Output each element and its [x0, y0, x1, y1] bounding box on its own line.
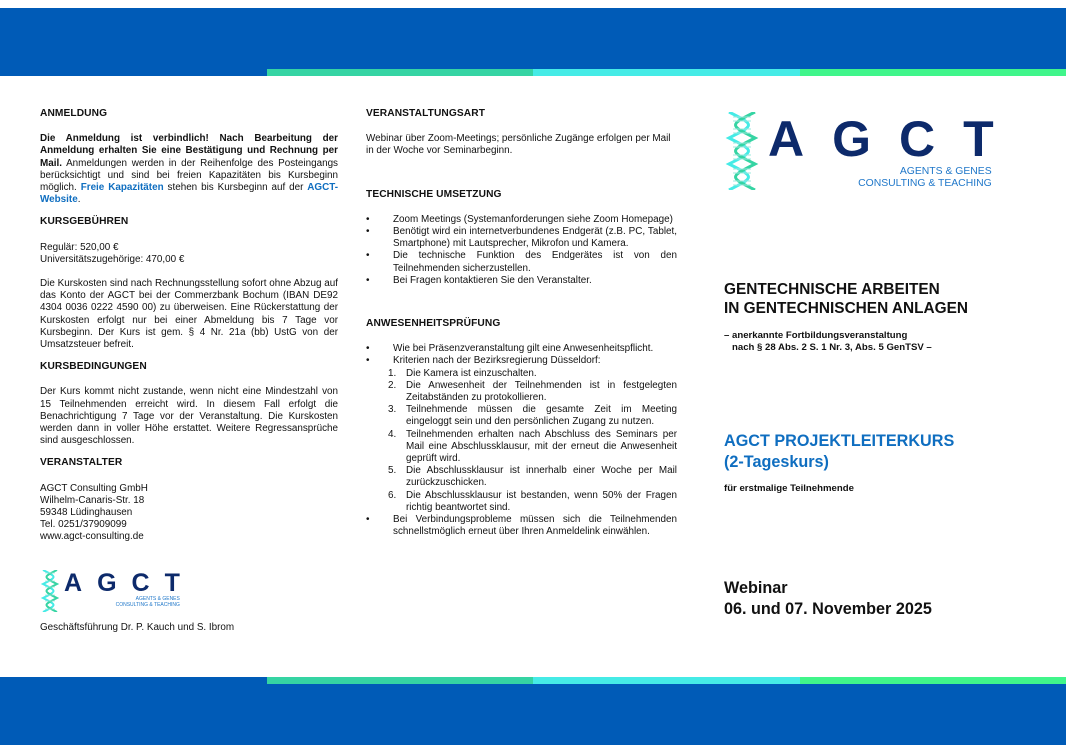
criteria-number: 4.: [388, 428, 397, 440]
criteria-number: 2.: [388, 379, 397, 391]
subtitle-line-2: nach § 28 Abs. 2 S. 1 Nr. 3, Abs. 5 GenTSV –: [732, 342, 932, 353]
heading-anwesenheitspruefung: ANWESENHEITSPRÜFUNG: [366, 318, 501, 330]
logo-tagline-1: AGENTS & GENES: [135, 595, 180, 602]
anmeldung-bold-intro: Die Anmeldung ist verbindlich! Nach Bearbeitung der Anmeldung erhalten Sie eine Bestätigung und Rechnung per Mail.: [40, 133, 338, 169]
organizer-website-link[interactable]: www.agct-consulting.de: [40, 531, 144, 543]
heading-anmeldung: ANMELDUNG: [40, 108, 108, 119]
logo-letter: T: [963, 111, 994, 167]
heading-kursbedingungen: KURSBEDINGUNGEN: [40, 361, 147, 373]
criteria-text: Die Kamera ist einzuschalten.: [406, 367, 537, 379]
criteria-number: 3.: [388, 404, 397, 416]
course-name-line-2: (2-Tageskurs): [724, 453, 829, 471]
criteria-text: Teilnehmende müssen die gesamte Zeit im Meeting eingeloggt sein und den persönlichen Zugang zu nutzen.: [406, 404, 677, 428]
footer-color-stripes: [0, 677, 1066, 684]
logo-tagline-2: CONSULTING & TEACHING: [858, 178, 992, 189]
criteria-item: [388, 380, 677, 404]
anmeldung-text-1: Anmeldungen werden in der Reihenfolge des Posteingangs berücksichtigt und sind bei freien Kapazitäten bis Kursbeginn möglich.: [40, 157, 338, 194]
section-anwesenheitspruefung: [366, 318, 677, 538]
dna-helix-icon: [724, 112, 760, 190]
criteria-number: 5.: [388, 465, 397, 477]
section-veranstaltungsart: [366, 108, 677, 158]
title-line-2: IN GENTECHNISCHEN ANLAGEN: [724, 300, 968, 317]
logo-letter: A: [64, 568, 83, 597]
stripe-teal: [267, 677, 534, 684]
criteria-list: [388, 368, 677, 514]
price-regular: Regulär: 520,00 €: [40, 241, 119, 253]
course-name-line-1: AGCT PROJEKTLEITERKURS: [724, 432, 955, 450]
stripe-green: [800, 69, 1066, 76]
organizer-street: Wilhelm-Canaris-Str. 18: [40, 494, 145, 506]
attendance-list: [366, 343, 677, 538]
section-kursgebuehren: [40, 216, 338, 351]
title-line-1: GENTECHNISCHE ARBEITEN: [724, 281, 940, 298]
attendance-item: • Bei Verbindungsprobleme müssen sich die Teilnehmenden schnellstmöglich erneut über Ihren Anmeldelink einwählen.: [366, 514, 677, 538]
stripe-green: [800, 677, 1066, 684]
attendance-item: [366, 355, 677, 514]
free-capacity-link[interactable]: Freie Kapazitäten: [80, 182, 164, 194]
event-format: Webinar: [724, 579, 788, 598]
criteria-text: Teilnehmenden erhalten nach Abschluss des Seminars per Mail eine Abschlussklausur, mit der erneut die Anwesenheit geprüft wird.: [406, 428, 677, 465]
stripe-cyan: [533, 69, 800, 76]
criteria-item: [388, 368, 677, 380]
organizer-phone: Tel. 0251/37909099: [40, 519, 127, 531]
tech-list: [366, 214, 677, 287]
header-band: [0, 8, 1066, 69]
logo-letter: C: [131, 568, 150, 597]
stripe-cyan: [533, 677, 800, 684]
course-name-block: [724, 431, 1024, 495]
anmeldung-text-2: stehen bis Kursbeginn auf der: [163, 182, 308, 194]
subtitle-line-1: – anerkannte Fortbildungsveranstaltung: [724, 330, 908, 341]
section-kursbedingungen: [40, 361, 338, 447]
heading-veranstalter: VERANSTALTER: [40, 457, 123, 469]
logo-letters: [768, 112, 994, 166]
logo-letter: G: [832, 111, 872, 167]
stripe-blue: [0, 677, 267, 684]
stripe-teal: [267, 69, 534, 76]
event-date-block: [724, 578, 1024, 620]
criteria-number: 1.: [388, 367, 397, 379]
middle-column: [366, 108, 677, 538]
logo-letter: C: [899, 111, 936, 167]
tech-list-item: • Zoom Meetings (Systemanforderungen siehe Zoom Homepage): [366, 214, 677, 226]
logo-letter: A: [768, 111, 805, 167]
conditions-text: Der Kurs kommt nicht zustande, wenn nicht eine Mindestzahl von 15 Teilnehmenden erreicht wird. In diesem Fall erfolgt die Benachrichtigung 7 Tage vor der Veranstaltung. Die Kurskosten werden dann in voller Höhe erstattet. Weitere Regressansprüche sind ausgeschlossen.: [40, 386, 338, 447]
attendance-item: • Wie bei Präsenzveranstaltung gilt eine Anwesenheitspflicht.: [366, 343, 677, 355]
tech-list-item: • Bei Fragen kontaktieren Sie den Veranstalter.: [366, 275, 677, 287]
heading-technische-umsetzung: TECHNISCHE UMSETZUNG: [366, 188, 502, 200]
heading-kursgebuehren: KURSGEBÜHREN: [40, 216, 129, 228]
event-type-text: Webinar über Zoom-Meetings; persönliche Zugänge erfolgen per Mail in der Woche vor Seminarbeginn.: [366, 133, 671, 157]
footer-band: [0, 684, 1066, 745]
left-column: [40, 108, 338, 634]
audience-text: für erstmalige Teilnehmende: [724, 483, 854, 494]
criteria-text: Die Abschlussklausur ist bestanden, wenn 50% der Fragen richtig beantwortet sind.: [406, 489, 677, 513]
price-university: Universitätszugehörige: 470,00 €: [40, 253, 185, 265]
criteria-item: [388, 404, 677, 428]
agct-logo-small: [40, 570, 338, 612]
logo-tagline-1: AGENTS & GENES: [899, 166, 992, 177]
agct-logo-large: [724, 112, 1024, 190]
criteria-text: Die Anwesenheit der Teilnehmenden ist in festgelegten Zeitabständen zu protokollieren.: [406, 379, 677, 404]
tech-list-item: • Benötigt wird ein internetverbundenes Endgerät (z.B. PC, Tablet, Smartphone) mit Lautsprecher, Mikrofon und Kamera.: [366, 226, 677, 250]
event-dates: 06. und 07. November 2025: [724, 600, 932, 619]
logo-letters: [64, 570, 180, 596]
organizer-city: 59348 Lüdinghausen: [40, 507, 133, 519]
section-veranstalter: [40, 457, 338, 543]
logo-tagline-2: CONSULTING & TEACHING: [115, 601, 180, 608]
stripe-blue: [0, 69, 267, 76]
anmeldung-text: [40, 133, 338, 206]
logo-letter: T: [164, 568, 180, 597]
header-color-stripes: [0, 69, 1066, 76]
course-title-block: [724, 280, 1024, 354]
criteria-text: Die Abschlussklausur ist innerhalb einer Woche per Mail zurückzuschicken.: [406, 465, 677, 489]
right-column: [724, 112, 1024, 620]
tech-list-item: • Die technische Funktion des Endgerätes ist von den Teilnehmenden sicherzustellen.: [366, 250, 677, 274]
attendance-criteria-intro: Kriterien nach der Bezirksregierung Düsseldorf:: [393, 355, 601, 367]
agct-website-link[interactable]: AGCT-Website: [40, 182, 338, 206]
anmeldung-text-3: .: [77, 194, 81, 206]
payment-text: Die Kurskosten sind nach Rechnungsstellung sofort ohne Abzug auf das Konto der AGCT bei der Commerzbank Bochum (IBAN DE92 4304 0036 0222 4590 00) zu überweisen. Eine Rückerstattung der Kurskosten erfolgt nur bei einer Abmeldung bis 7 Tage vor Kursbeginn. Der Kurs ist gem. § 4 Nr. 21a (bb) UstG von der Umsatzsteuer befreit.: [40, 278, 338, 351]
criteria-item: [388, 465, 677, 489]
section-technische-umsetzung: [366, 189, 677, 287]
management-text: Geschäftsführung Dr. P. Kauch und S. Ibrom: [40, 621, 235, 633]
dna-helix-icon: [40, 570, 60, 612]
criteria-item: [388, 490, 677, 514]
logo-letter: G: [97, 568, 117, 597]
section-anmeldung: [40, 108, 338, 206]
criteria-number: 6.: [388, 489, 397, 501]
organizer-company: AGCT Consulting GmbH: [40, 482, 148, 494]
heading-veranstaltungsart: VERANSTALTUNGSART: [366, 108, 486, 119]
criteria-item: [388, 429, 677, 466]
